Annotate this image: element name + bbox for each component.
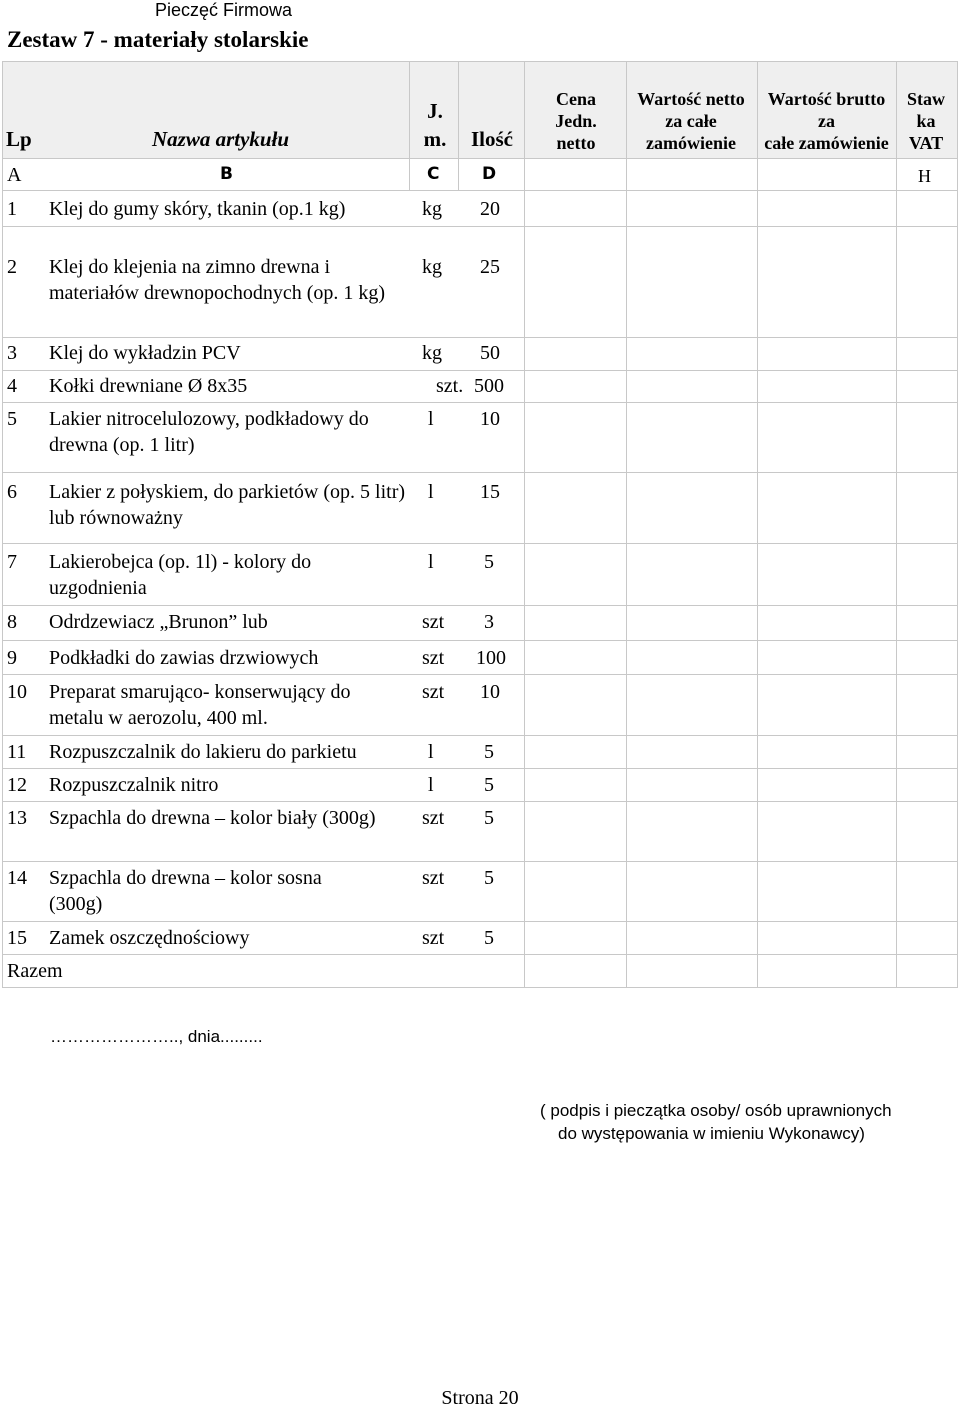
row-qty: 10 xyxy=(480,681,500,703)
header-unit-2: m. xyxy=(423,127,447,151)
row-qty: 5 xyxy=(484,807,494,829)
header-name: Nazwa artykułu xyxy=(152,127,290,151)
row-lp: 10 xyxy=(7,681,27,703)
row-qty: 5 xyxy=(484,867,494,889)
row-unit: l xyxy=(428,481,434,503)
row-name: Rozpuszczalnik nitro xyxy=(49,774,219,796)
row-unit: l xyxy=(428,774,434,796)
row-name: Odrdzewiacz „Brunon” lub xyxy=(49,611,268,633)
row-lp: 11 xyxy=(7,741,27,763)
row-qty: 3 xyxy=(484,611,494,633)
row-lp: 14 xyxy=(7,867,27,889)
row-unit: szt xyxy=(422,611,445,633)
row-name: Kołki drewniane Ø 8x35 xyxy=(49,375,248,397)
row-qty: 100 xyxy=(476,647,506,669)
header-gross-1: Wartość brutto xyxy=(767,89,886,109)
header-net-3: zamówienie xyxy=(646,133,736,153)
row-qty: 5 xyxy=(484,741,494,763)
header-vat-3: VAT xyxy=(908,133,944,153)
row-name: Rozpuszczalnik do lakieru do parkietu xyxy=(49,741,357,763)
signature-caption-line-2: do występowania w imieniu Wykonawcy) xyxy=(558,1124,865,1143)
row-qty: 500 xyxy=(474,375,504,397)
row-lp: 2 xyxy=(7,256,17,278)
column-letter-d: D xyxy=(482,164,497,184)
row-name: Lakier nitrocelulozowy, podkładowy do drewna (op. 1 litr) xyxy=(49,408,369,456)
row-qty: 5 xyxy=(484,774,494,796)
row-unit: szt xyxy=(422,927,445,949)
row-unit: szt. xyxy=(436,375,464,397)
row-name: Klej do klejenia na zimno drewna i materiałów drewnopochodnych (op. 1 kg) xyxy=(49,256,386,304)
row-unit: l xyxy=(428,741,434,763)
row-name: Klej do gumy skóry, tkanin (op.1 kg) xyxy=(49,198,346,220)
row-unit: szt xyxy=(422,867,445,889)
row-lp: 3 xyxy=(7,342,17,364)
row-lp: 4 xyxy=(7,375,17,397)
row-lp: 12 xyxy=(7,774,27,796)
column-letter-h: H xyxy=(918,166,931,186)
row-qty: 5 xyxy=(484,551,494,573)
row-name: Lakier z połyskiem, do parkietów (op. 5 litr) lub równoważny xyxy=(49,481,406,529)
date-line: ………………….., dnia......... xyxy=(50,1027,263,1046)
row-unit: szt xyxy=(422,807,445,829)
signature-caption-line-1: ( podpis i pieczątka osoby/ osób uprawnionych xyxy=(540,1101,892,1120)
company-stamp-label: Pieczęć Firmowa xyxy=(155,0,293,20)
row-lp: 7 xyxy=(7,551,17,573)
row-name: Lakierobejca (op. 1l) - kolory do uzgodnienia xyxy=(49,551,312,599)
header-lp: Lp xyxy=(6,127,32,151)
row-qty: 50 xyxy=(480,342,500,364)
header-vat-1: Staw xyxy=(906,89,945,109)
row-unit: kg xyxy=(422,256,442,278)
header-unit-1: J. xyxy=(427,99,443,123)
row-qty: 10 xyxy=(480,408,500,430)
row-unit: l xyxy=(428,551,434,573)
row-lp: 9 xyxy=(7,647,17,669)
column-letter-a: A xyxy=(7,164,22,186)
header-net-2: za całe xyxy=(665,111,717,131)
row-qty: 5 xyxy=(484,927,494,949)
header-qty: Ilość xyxy=(471,127,513,151)
row-qty: 20 xyxy=(480,198,500,220)
row-name: Szpachla do drewna – kolor sosna (300g) xyxy=(49,867,322,915)
row-name: Klej do wykładzin PCV xyxy=(49,342,241,364)
column-letter-b: B xyxy=(220,164,233,184)
row-unit: szt xyxy=(422,647,445,669)
row-unit: l xyxy=(428,408,434,430)
row-unit: szt xyxy=(422,681,445,703)
page-number-footer: Strona 20 xyxy=(441,1387,519,1409)
header-price-2: Jedn. xyxy=(555,111,597,131)
row-unit: kg xyxy=(422,342,442,364)
row-lp: 8 xyxy=(7,611,17,633)
column-letter-c: C xyxy=(427,164,440,184)
row-lp: 13 xyxy=(7,807,27,829)
header-price-3: netto xyxy=(556,133,596,153)
header-price-1: Cena xyxy=(556,89,596,109)
row-lp: 5 xyxy=(7,408,17,430)
header-vat-2: ka xyxy=(916,111,936,131)
row-unit: kg xyxy=(422,198,442,220)
row-lp: 1 xyxy=(7,198,17,220)
row-lp: 15 xyxy=(7,927,27,949)
row-lp: 6 xyxy=(7,481,17,503)
page-title: Zestaw 7 - materiały stolarskie xyxy=(7,27,309,52)
row-name: Preparat smarująco- konserwujący do metalu w aerozolu, 400 ml. xyxy=(49,681,351,729)
row-name: Podkładki do zawias drzwiowych xyxy=(49,647,319,669)
row-qty: 15 xyxy=(480,481,500,503)
header-gross-2: za xyxy=(818,111,835,131)
header-gross-3: całe zamówienie xyxy=(764,133,889,153)
header-net-1: Wartość netto xyxy=(637,89,745,109)
row-name: Szpachla do drewna – kolor biały (300g) xyxy=(49,807,376,829)
row-name: Zamek oszczędnościowy xyxy=(49,927,250,949)
total-label: Razem xyxy=(7,960,63,982)
row-qty: 25 xyxy=(480,256,500,278)
